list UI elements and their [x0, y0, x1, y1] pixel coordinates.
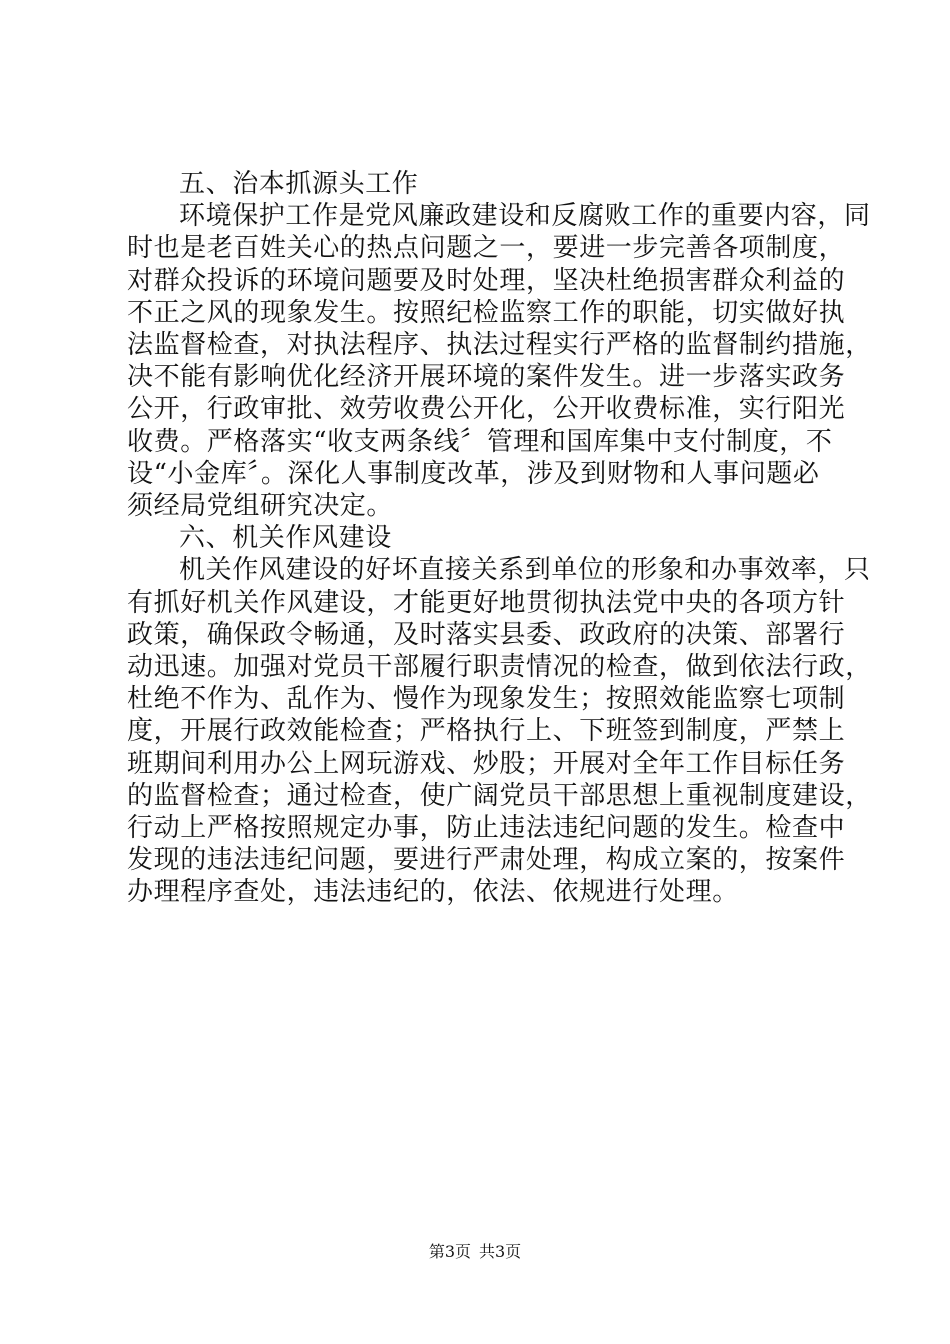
paragraph-line: 的监督检查；通过检查，使广阔党员干部思想上重视制度建设，: [127, 780, 872, 811]
paragraph-line: 法监督检查，对执法程序、执法过程实行严格的监督制约措施，: [127, 330, 872, 361]
paragraph-line: 公开，行政审批、效劳收费公开化，公开收费标准，实行阳光: [127, 394, 846, 425]
paragraph-line: 办理程序查处，违法违纪的，依法、依规进行处理。: [127, 877, 739, 908]
paragraph-line: 收费。严格落实“收支两条线〞管理和国库集中支付制度，不: [127, 426, 833, 457]
paragraph-line: 时也是老百姓关心的热点问题之一，要进一步完善各项制度，: [127, 233, 846, 264]
paragraph-line: 决不能有影响优化经济开展环境的案件发生。进一步落实政务: [127, 362, 846, 393]
paragraph-line: 动迅速。加强对党员干部履行职责情况的检查，做到依法行政，: [127, 652, 872, 683]
paragraph-line: 发现的违法违纪问题，要进行严肃处理，构成立案的，按案件: [127, 845, 846, 876]
page-footer: [0, 1242, 950, 1262]
paragraph-line: 行动上严格按照规定办事，防止违法违纪问题的发生。检查中: [127, 813, 846, 844]
paragraph-line: 政策，确保政令畅通，及时落实县委、政政府的决策、部署行: [127, 619, 846, 650]
paragraph-line: 班期间利用办公上网玩游戏、炒股；开展对全年工作目标任务: [127, 748, 846, 779]
section-heading-5: 五、治本抓源头工作: [179, 169, 419, 199]
paragraph-line: 度，开展行政效能检查；严格执行上、下班签到制度，严禁上: [127, 716, 846, 747]
paragraph-line: 环境保护工作是党风廉政建设和反腐败工作的重要内容，同: [179, 201, 871, 232]
page-total: 共3页: [479, 1242, 522, 1261]
paragraph-line: 杜绝不作为、乱作为、慢作为现象发生；按照效能监察七项制: [127, 684, 846, 715]
paragraph-line: 不正之风的现象发生。按照纪检监察工作的职能，切实做好执: [127, 297, 846, 328]
page-number: 第3页: [428, 1242, 471, 1261]
document-body: [127, 168, 872, 909]
paragraph-line: 设“小金库〞。深化人事制度改革，涉及到财物和人事问题必: [127, 458, 820, 489]
paragraph-line: 有抓好机关作风建设，才能更好地贯彻执法党中央的各项方针: [127, 587, 846, 618]
paragraph-line: 须经局党组研究决定。: [127, 491, 394, 522]
paragraph-line: 机关作风建设的好坏直接关系到单位的形象和办事效率，只: [179, 555, 871, 586]
paragraph-line: 对群众投诉的环境问题要及时处理，坚决杜绝损害群众利益的: [127, 265, 846, 296]
section-heading-6: 六、机关作风建设: [179, 523, 392, 554]
